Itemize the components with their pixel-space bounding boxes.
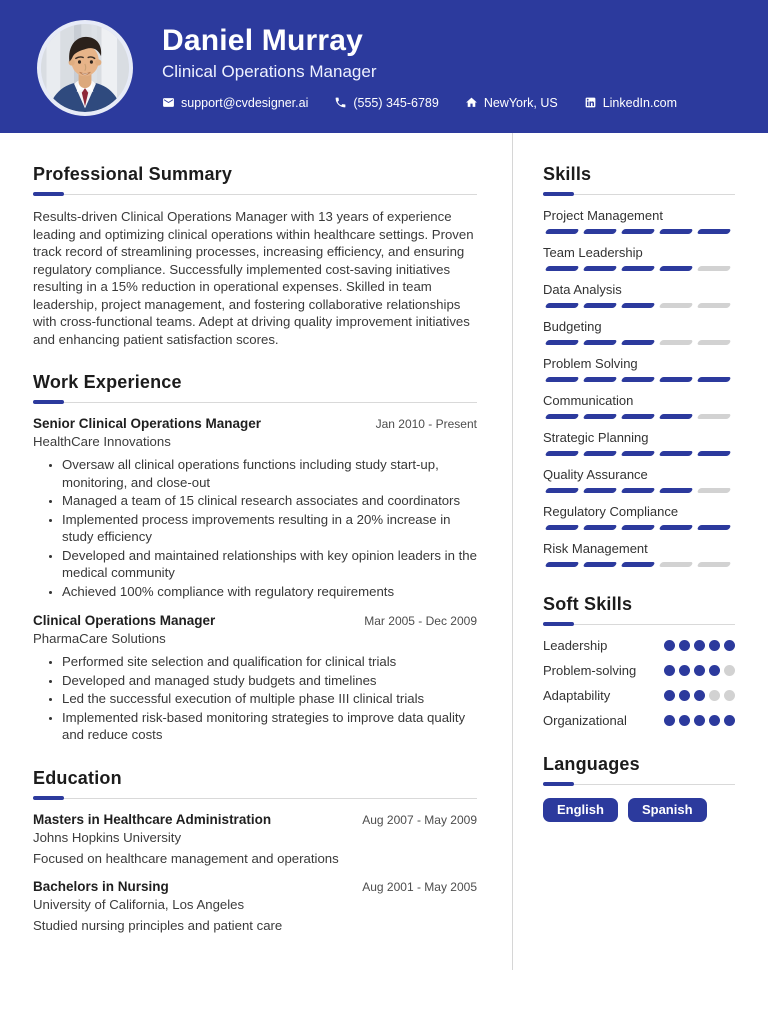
skill-label: Communication [543, 393, 634, 408]
bullet-item: • Developed and maintained relationships with key opinion leaders in the medical community [62, 547, 477, 582]
soft-skill-row [543, 638, 735, 653]
heading-underline [543, 784, 735, 785]
education-head [33, 879, 477, 894]
summary-heading: Professional Summary [33, 164, 233, 184]
soft-skills-heading: Soft Skills [543, 594, 633, 614]
experience-heading: Work Experience [33, 372, 182, 392]
soft-skill-dot [694, 640, 705, 651]
email-icon [162, 96, 175, 109]
soft-skill-dot [709, 665, 720, 676]
skill-bar-segment [545, 451, 580, 456]
summary-section [33, 164, 477, 348]
contact-phone [334, 96, 438, 110]
skill-bar-segment [659, 303, 694, 308]
avatar-portrait-illustration [41, 24, 129, 112]
skill-bar-segment [583, 451, 618, 456]
bullet-item: • Managed a team of 15 clinical research associates and coordinators [62, 492, 477, 510]
skill-level-bar [543, 488, 735, 493]
skill-label: Strategic Planning [543, 430, 649, 445]
heading-accent-bar [543, 782, 574, 786]
skill-row [543, 319, 735, 345]
skill-row [543, 430, 735, 456]
skill-bar-segment [621, 303, 656, 308]
phone-icon [334, 96, 347, 109]
candidate-job-title: Clinical Operations Manager [162, 61, 377, 81]
soft-skill-dot [709, 715, 720, 726]
job-title: Clinical Operations Manager [33, 613, 216, 628]
education-head [33, 812, 477, 827]
skill-label: Risk Management [543, 541, 648, 556]
skill-label: Regulatory Compliance [543, 504, 679, 519]
soft-skill-dot [709, 690, 720, 701]
skill-bar-segment [583, 414, 618, 419]
contact-location [465, 96, 558, 110]
soft-skill-dot [664, 715, 675, 726]
skill-bar-segment [583, 340, 618, 345]
skill-label: Quality Assurance [543, 467, 648, 482]
skill-bar-segment [697, 229, 732, 234]
skill-bar-segment [697, 488, 732, 493]
education-dates: Aug 2007 - May 2009 [362, 812, 477, 827]
heading-accent-bar [543, 192, 574, 196]
soft-skill-dot [679, 690, 690, 701]
skill-level-bar [543, 340, 735, 345]
summary-text: Results-driven Clinical Operations Manager with 13 years of experience leading and optimizing clinical operations within healthcare settings. Proven track record of streamlining processes, increasing efficiency, and ensuring regulatory compliance. Successfully implemented cost-saving initiatives resulting in a 15% reduction in operational expenses. Skilled in team leadership, project management, and fostering collaborative relationships with cross-functional teams. Adept at driving quality improvement initiatives and enhancing patient satisfaction scores. [33, 209, 474, 347]
skill-bar-segment [621, 414, 656, 419]
experience-section [33, 372, 477, 744]
soft-skill-dots [664, 665, 735, 676]
heading-accent-bar [33, 192, 64, 196]
skill-row [543, 541, 735, 567]
heading-accent-bar [543, 622, 574, 626]
education-section [33, 768, 477, 933]
skill-bar-segment [545, 229, 580, 234]
skill-level-bar [543, 377, 735, 382]
skill-bar-segment [659, 488, 694, 493]
language-list [543, 798, 735, 822]
job-company: PharmaCare Solutions [33, 631, 166, 646]
skill-bar-segment [545, 266, 580, 271]
soft-skill-row [543, 663, 735, 678]
candidate-name: Daniel Murray [162, 23, 363, 57]
soft-skill-dot [679, 640, 690, 651]
skill-bar-segment [583, 266, 618, 271]
heading-underline [33, 402, 477, 403]
skill-row [543, 467, 735, 493]
job-entry [33, 416, 477, 600]
skill-bar-segment [659, 377, 694, 382]
skill-row [543, 245, 735, 271]
soft-skills-list [543, 638, 735, 728]
soft-skill-row [543, 688, 735, 703]
soft-skill-dot [694, 690, 705, 701]
contact-linkedin-text: LinkedIn.com [602, 95, 678, 110]
skill-bar-segment [621, 488, 656, 493]
skill-bar-segment [545, 340, 580, 345]
skill-bar-segment [697, 340, 732, 345]
soft-skill-dots [664, 640, 735, 651]
education-heading: Education [33, 767, 122, 788]
contact-email[interactable] [162, 96, 308, 110]
skill-label: Team Leadership [543, 245, 643, 260]
skill-bar-segment [659, 525, 694, 530]
soft-skill-dot [664, 665, 675, 676]
skill-bar-segment [545, 525, 580, 530]
heading-underline [33, 194, 477, 195]
heading-underline [33, 798, 477, 799]
skill-bar-segment [659, 451, 694, 456]
soft-skill-dot [724, 665, 735, 676]
right-column [513, 133, 768, 970]
school-name: University of California, Los Angeles [33, 896, 245, 912]
content-area [0, 133, 768, 970]
soft-skill-dot [694, 715, 705, 726]
job-head [33, 613, 477, 628]
soft-skill-row [543, 713, 735, 728]
skill-level-bar [543, 562, 735, 567]
skill-bar-segment [697, 377, 732, 382]
heading-underline [543, 194, 735, 195]
education-entry [33, 879, 477, 933]
soft-skill-dot [664, 640, 675, 651]
bullet-item: • Led the successful execution of multiple phase III clinical trials [62, 690, 477, 708]
contact-linkedin[interactable] [584, 96, 677, 110]
linkedin-icon [584, 96, 597, 109]
skill-label: Project Management [543, 208, 663, 223]
school-name: Johns Hopkins University [33, 829, 182, 845]
skill-bar-segment [583, 488, 618, 493]
soft-skill-dot [724, 715, 735, 726]
skill-bar-segment [545, 562, 580, 567]
skill-bar-segment [583, 377, 618, 382]
contact-email-text: support@cvdesigner.ai [181, 95, 309, 110]
soft-skills-section [543, 594, 735, 728]
skill-level-bar [543, 229, 735, 234]
skill-bar-segment [659, 266, 694, 271]
soft-skill-label: Leadership [543, 638, 608, 653]
skill-row [543, 393, 735, 419]
education-dates: Aug 2001 - May 2005 [362, 879, 477, 894]
soft-skill-dots [664, 715, 735, 726]
skill-bar-segment [697, 562, 732, 567]
degree-title: Bachelors in Nursing [33, 878, 169, 894]
skill-bar-segment [659, 340, 694, 345]
skill-bar-segment [545, 488, 580, 493]
heading-accent-bar [33, 400, 64, 404]
bullet-item: • Oversaw all clinical operations functions including study start-up, monitoring, and close-out [62, 456, 477, 491]
job-bullets [33, 456, 477, 600]
job-dates: Mar 2005 - Dec 2009 [364, 614, 477, 628]
job-dates: Jan 2010 - Present [375, 417, 477, 431]
skill-level-bar [543, 266, 735, 271]
soft-skill-dot [724, 640, 735, 651]
languages-heading: Languages [543, 754, 640, 774]
language-badge: Spanish [628, 798, 707, 822]
home-icon [465, 96, 478, 109]
skill-label: Problem Solving [543, 356, 638, 371]
avatar [37, 20, 133, 116]
soft-skill-dot [694, 665, 705, 676]
skill-bar-segment [621, 562, 656, 567]
skill-bar-segment [697, 303, 732, 308]
skill-bar-segment [659, 562, 694, 567]
skill-bar-segment [545, 303, 580, 308]
heading-accent-bar [33, 796, 64, 800]
job-title: Senior Clinical Operations Manager [33, 416, 262, 431]
skill-label: Budgeting [543, 319, 602, 334]
skills-list [543, 208, 735, 567]
education-list [33, 812, 477, 933]
soft-skill-dot [664, 690, 675, 701]
job-bullets [33, 653, 477, 744]
skill-label: Data Analysis [543, 282, 622, 297]
skill-bar-segment [621, 229, 656, 234]
soft-skill-dots [664, 690, 735, 701]
contact-row [162, 96, 677, 110]
contact-phone-text: (555) 345-6789 [353, 95, 439, 110]
skill-bar-segment [621, 340, 656, 345]
bullet-item: • Achieved 100% compliance with regulatory requirements [62, 583, 477, 601]
skill-bar-segment [583, 229, 618, 234]
soft-skill-dot [709, 640, 720, 651]
skill-bar-segment [621, 451, 656, 456]
heading-underline [543, 624, 735, 625]
skill-bar-segment [659, 414, 694, 419]
skill-row [543, 282, 735, 308]
education-note: Studied nursing principles and patient care [33, 917, 283, 933]
soft-skill-dot [679, 665, 690, 676]
skills-section [543, 164, 735, 567]
job-entry [33, 613, 477, 744]
skill-level-bar [543, 303, 735, 308]
bullet-item: • Performed site selection and qualification for clinical trials [62, 653, 477, 671]
skills-heading: Skills [543, 164, 592, 184]
soft-skill-dot [724, 690, 735, 701]
language-badge: English [543, 798, 618, 822]
skill-level-bar [543, 525, 735, 530]
job-company: HealthCare Innovations [33, 434, 171, 449]
education-note: Focused on healthcare management and operations [33, 850, 339, 866]
soft-skill-dot [679, 715, 690, 726]
skill-bar-segment [621, 525, 656, 530]
skill-bar-segment [697, 266, 732, 271]
languages-section [543, 754, 735, 822]
skill-bar-segment [659, 229, 694, 234]
skill-row [543, 356, 735, 382]
bullet-item: • Developed and managed study budgets and timelines [62, 672, 477, 690]
skill-bar-segment [697, 525, 732, 530]
soft-skill-label: Problem-solving [543, 663, 637, 678]
left-column [0, 133, 513, 970]
contact-location-text: NewYork, US [483, 95, 558, 110]
bullet-item: • Implemented process improvements resulting in a 20% increase in study efficiency [62, 511, 477, 546]
job-list [33, 416, 477, 744]
skill-bar-segment [621, 377, 656, 382]
education-entry [33, 812, 477, 866]
soft-skill-label: Organizational [543, 713, 627, 728]
header-banner [0, 0, 768, 133]
skill-bar-segment [697, 414, 732, 419]
skill-row [543, 208, 735, 234]
skill-bar-segment [621, 266, 656, 271]
skill-bar-segment [545, 377, 580, 382]
skill-bar-segment [697, 451, 732, 456]
bullet-item: • Implemented risk-based monitoring strategies to improve data quality and reduce costs [62, 709, 477, 744]
soft-skill-label: Adaptability [543, 688, 611, 703]
job-head [33, 416, 477, 431]
skill-level-bar [543, 451, 735, 456]
degree-title: Masters in Healthcare Administration [33, 811, 272, 827]
skill-bar-segment [583, 303, 618, 308]
skill-level-bar [543, 414, 735, 419]
skill-row [543, 504, 735, 530]
skill-bar-segment [583, 562, 618, 567]
skill-bar-segment [583, 525, 618, 530]
skill-bar-segment [545, 414, 580, 419]
